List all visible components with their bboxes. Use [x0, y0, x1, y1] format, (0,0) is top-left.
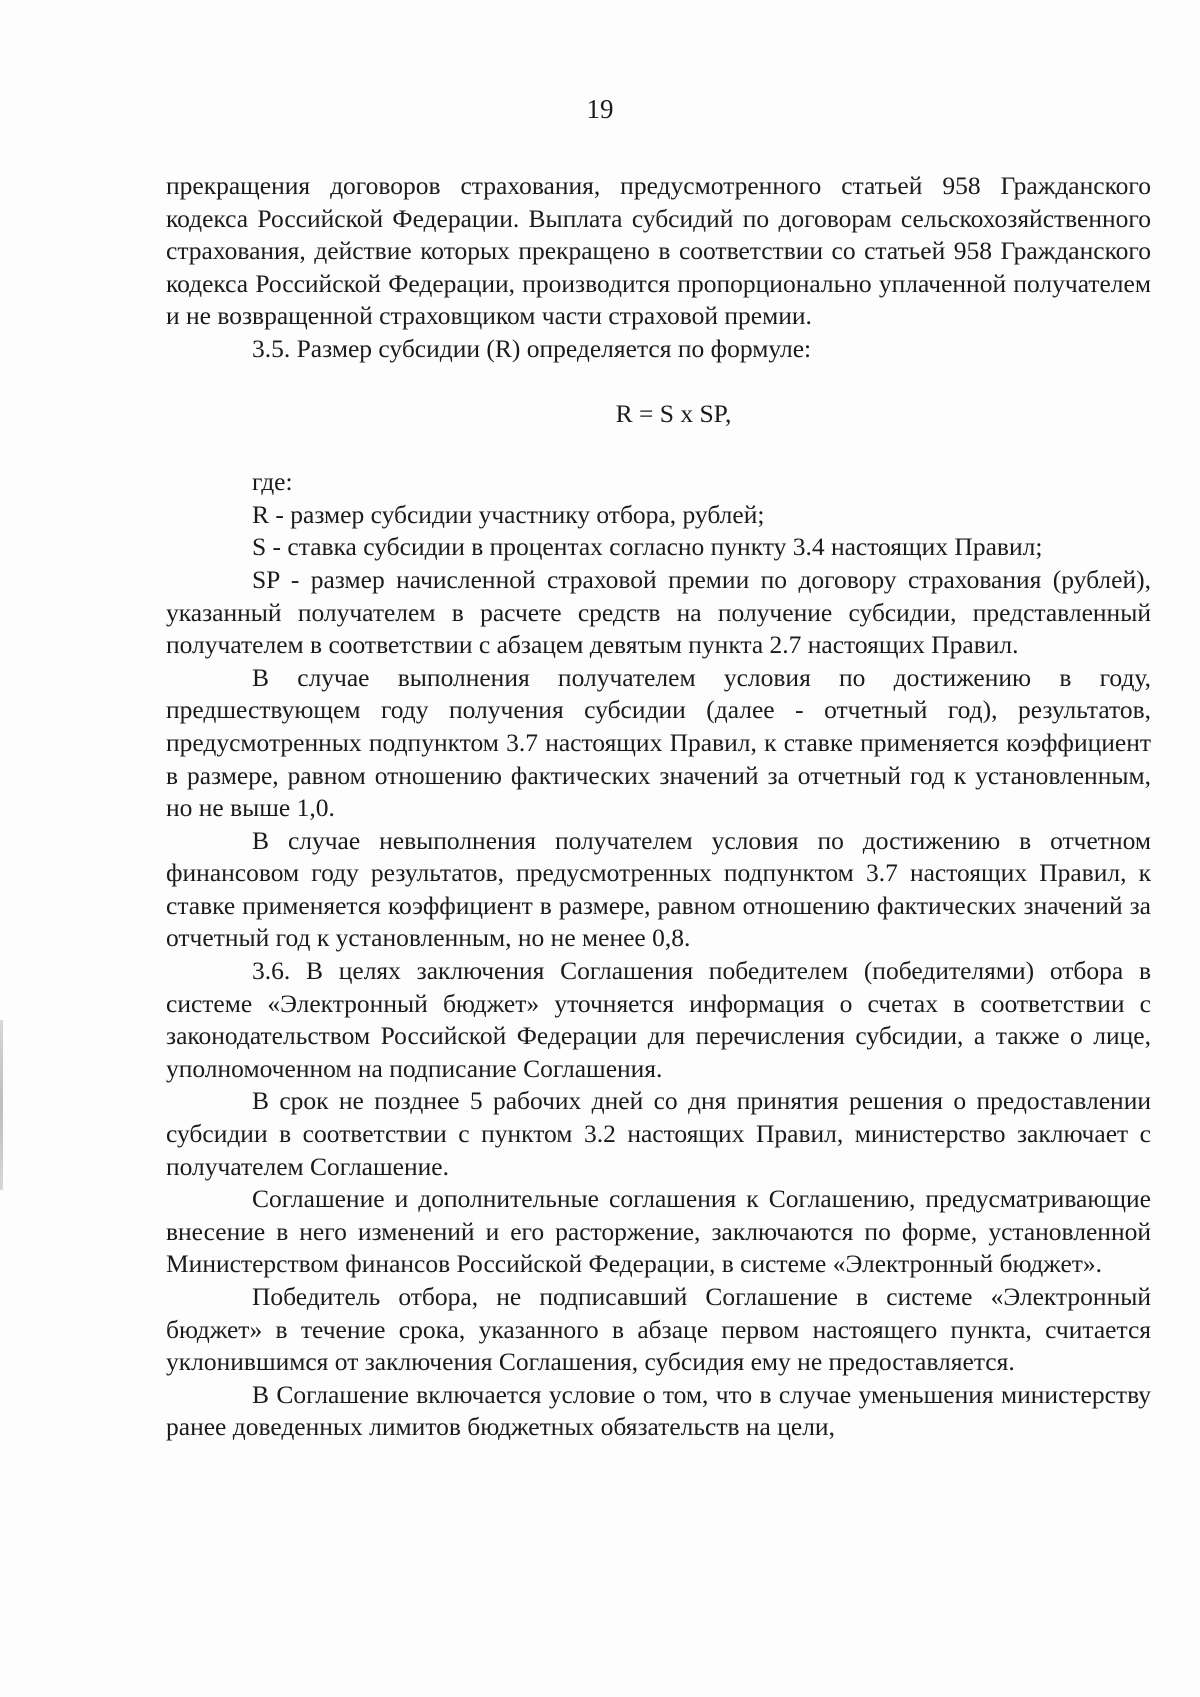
where-label: где: — [252, 467, 293, 497]
paragraph-coefficient-unfulfilled: В случае невыполнения получателем условия по достижению в отчетном финансовом году результатов, предусмотренных подпунктом 3.7 настоящих Правил, к ставке применяется коэффициент в размере, равном отношению фактических значений за отчетный год к установленным, но не менее 0,8. — [166, 825, 1151, 953]
page-number: 19 — [586, 94, 614, 124]
paragraph-winner-refusal: Победитель отбора, не подписавший Соглашение в системе «Электронный бюджет» в течение срока, указанного в абзаце первом настоящего пункта, считается уклонившимся от заключения Соглашения, субсидия ему не предоставляется. — [166, 1282, 1151, 1377]
document-body — [166, 170, 1151, 1444]
paragraph-agreement-condition: В Соглашение включается условие о том, что в случае уменьшения министерству ранее доведенных лимитов бюджетных обязательств на цели, — [166, 1379, 1151, 1442]
paragraph-agreement-deadline: В срок не позднее 5 рабочих дней со дня принятия решения о предоставлении субсидии в соответствии с пунктом 3.2 настоящих Правил, министерство заключает с получателем Соглашение. — [166, 1086, 1151, 1181]
scan-edge-shadow — [0, 1020, 3, 1190]
paragraph-agreement-form: Соглашение и дополнительные соглашения к Соглашению, предусматривающие внесение в него изменений и его расторжение, заключаются по форме, установленной Министерством финансов Российской Федерации, в системе «Электронный бюджет». — [166, 1184, 1151, 1279]
definition-r: R - размер субсидии участнику отбора, рублей; — [252, 499, 765, 529]
definition-sp: SP - размер начисленной страховой премии по договору страхования (рублей), указанный получателем в расчете средств на получение субсидии, представленный получателем в соответствии с абзацем девятым пункта 2.7 настоящих Правил. — [166, 564, 1151, 660]
paragraph-3-6: 3.6. В целях заключения Соглашения победителем (победителями) отбора в системе «Электронный бюджет» уточняется информация о счетах в соответствии с законодательством Российской Федерации для перечисления субсидии, а также о лице, уполномоченном на подписание Соглашения. — [166, 956, 1151, 1083]
paragraph-coefficient-fulfilled: В случае выполнения получателем условия по достижению в году, предшествующем году получения субсидии (далее - отчетный год), результатов, предусмотренных подпунктом 3.7 настоящих Правил, к ставке применяется коэффициент в размере, равном отношению фактических значений за отчетный год к установленным, но не выше 1,0. — [166, 662, 1151, 823]
paragraph-continuation: прекращения договоров страхования, предусмотренного статьей 958 Гражданского кодекса Российской Федерации. Выплата субсидий по договорам сельскохозяйственного страхования, действие которых прекращено в соответствии со статьей 958 Гражданского кодекса Российской Федерации, производится пропорционально уплаченной получателем и не возвращенной страховщиком части страховой премии. — [166, 171, 1151, 331]
definition-s: S - ставка субсидии в процентах согласно пункту 3.4 настоящих Правил; — [252, 532, 1043, 562]
formula: R = S x SP, — [615, 398, 732, 428]
paragraph-3-5: 3.5. Размер субсидии (R) определяется по формуле: — [252, 333, 812, 363]
